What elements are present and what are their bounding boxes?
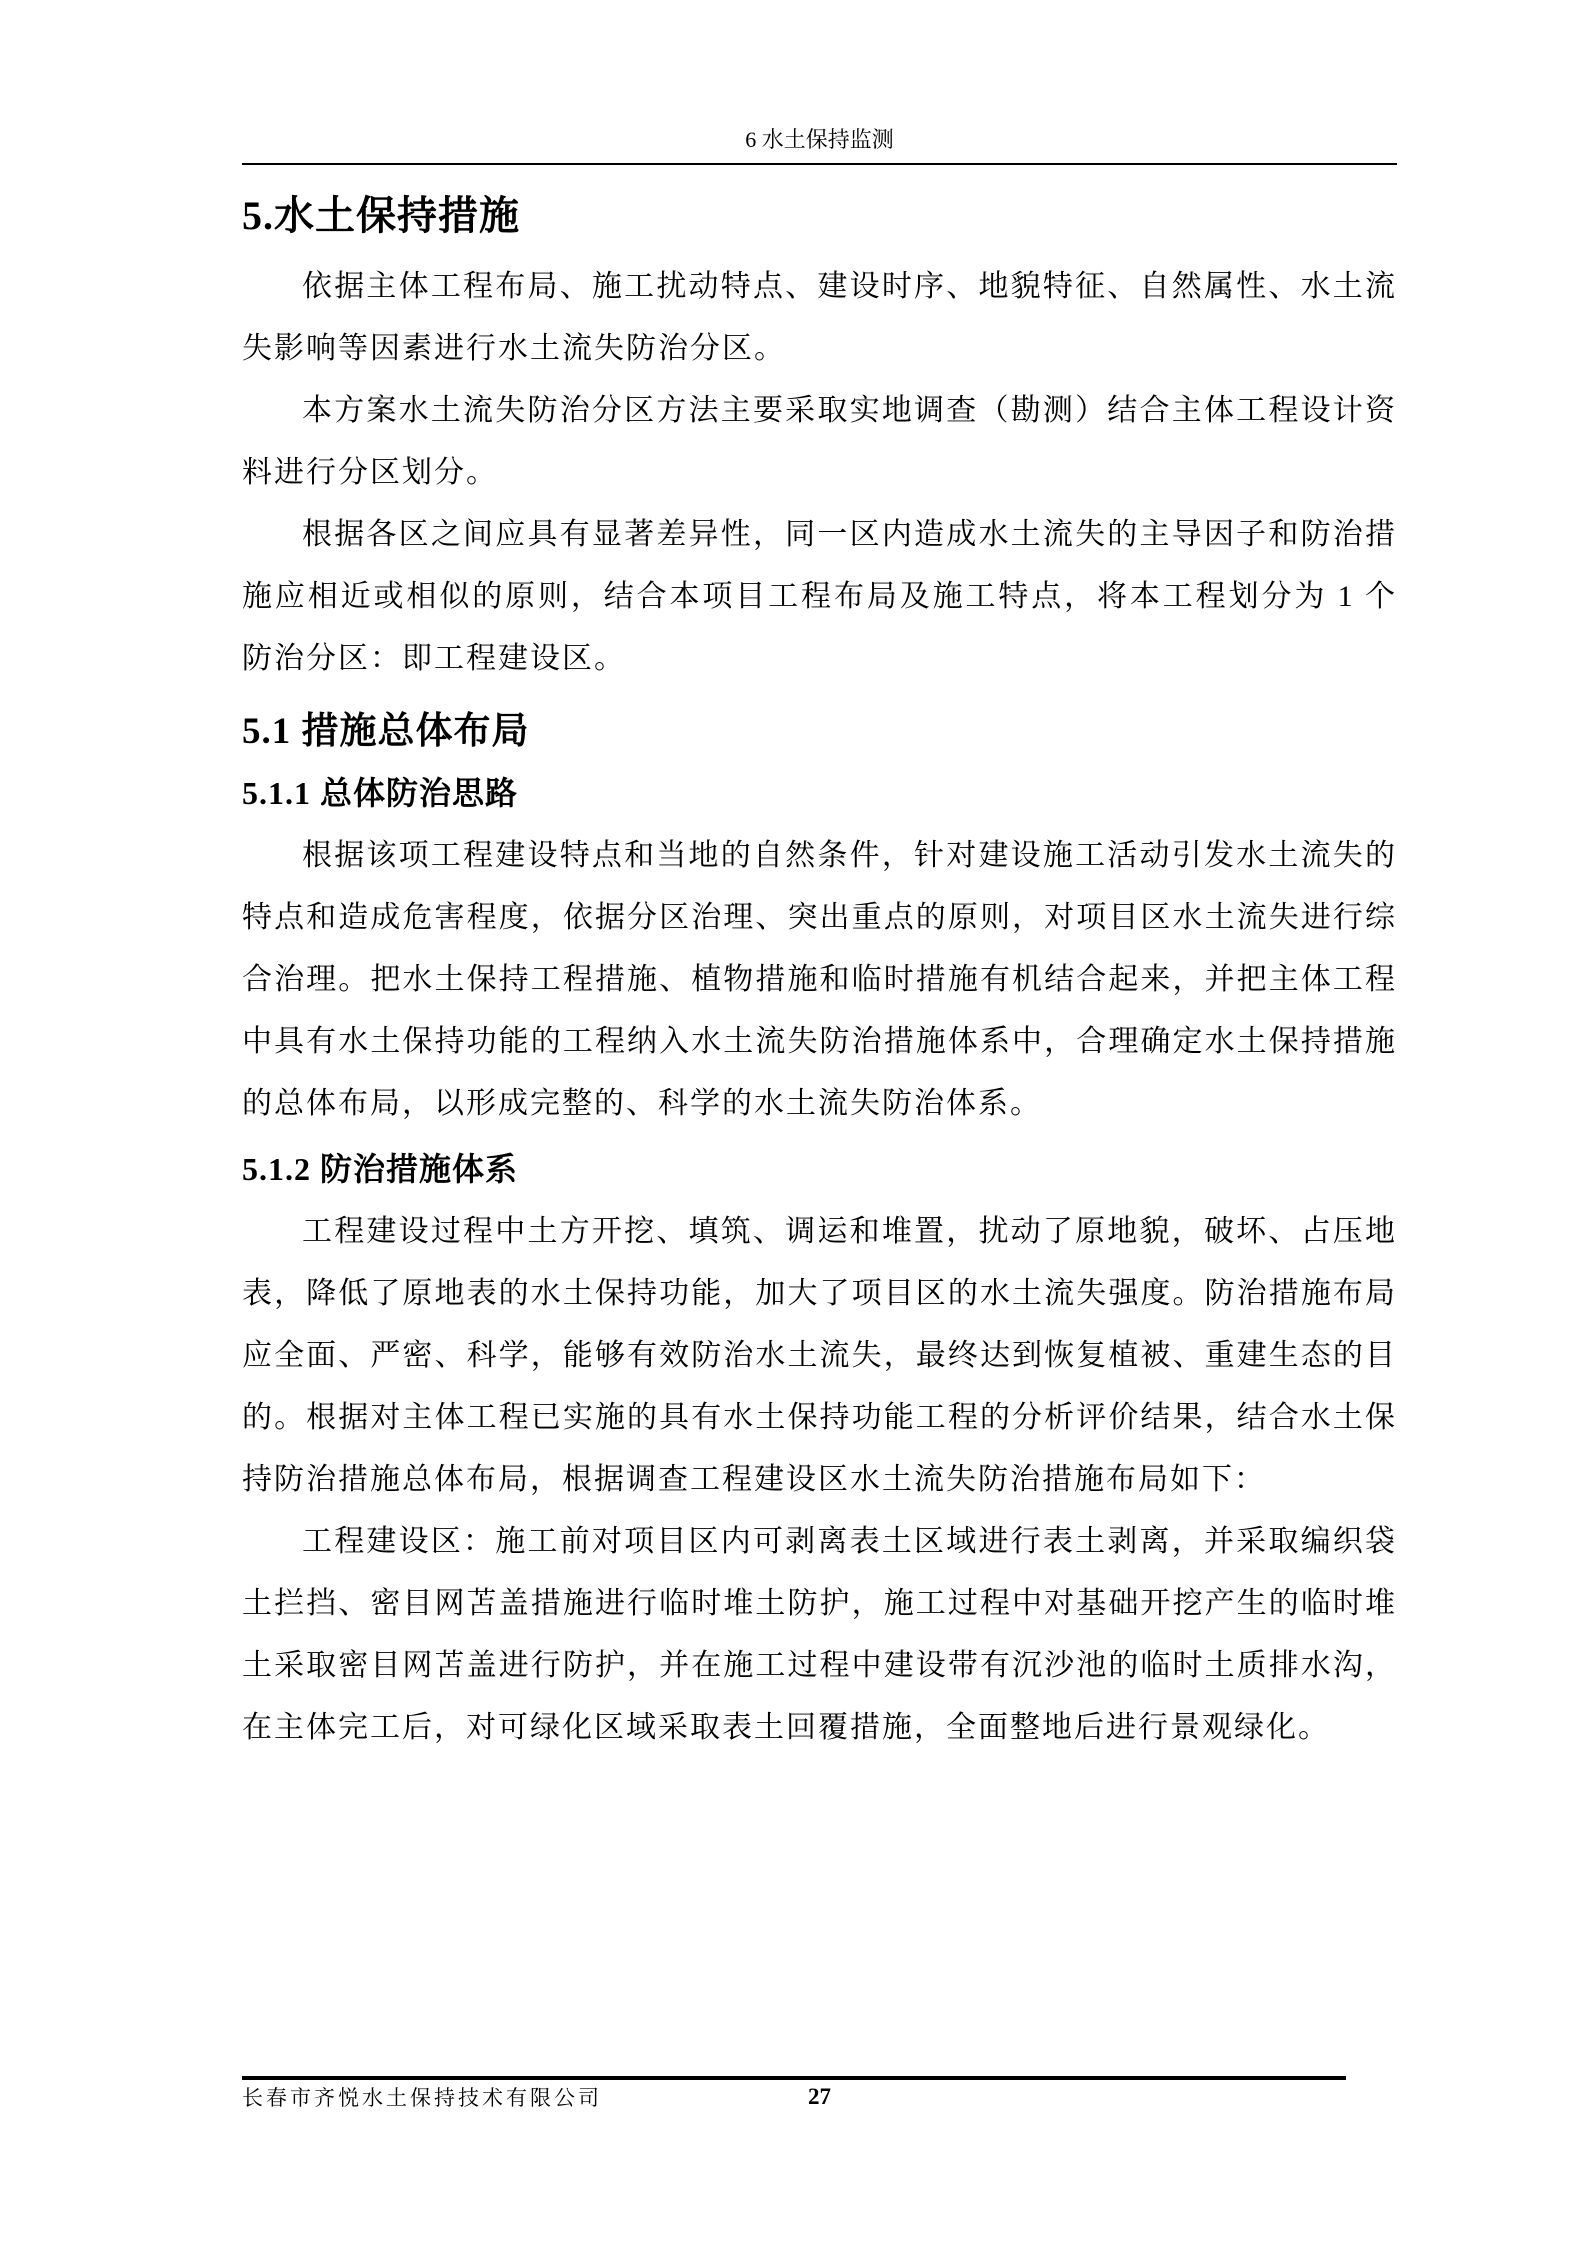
running-header: [242, 126, 1397, 154]
footer-company-name: 长春市齐悦水土保持技术有限公司: [242, 2086, 602, 2110]
header-rule: [242, 163, 1397, 165]
paragraph: 依据主体工程布局、施工扰动特点、建设时序、地貌特征、自然属性、水土流失影响等因素进行水土流失防治分区。: [242, 270, 1397, 365]
footer-rule: [242, 2076, 1346, 2080]
page-number: 27: [808, 2084, 831, 2109]
paragraph: 工程建设过程中土方开挖、填筑、调运和堆置，扰动了原地貌，破坏、占压地表，降低了原地表的水土保持功能，加大了项目区的水土流失强度。防治措施布局应全面、严密、科学，能够有效防治水土流失，最终达到恢复植被、重建生态的目的。根据对主体工程已实施的具有水土保持功能工程的分析评价结果，结合水土保持防治措施总体布局，根据调查工程建设区水土流失防治措施布局如下：: [242, 1215, 1397, 1496]
section-heading: 5.1 措施总体布局: [242, 711, 530, 752]
paragraph: 根据该项工程建设特点和当地的自然条件，针对建设施工活动引发水土流失的特点和造成危害程度，依据分区治理、突出重点的原则，对项目区水土流失进行综合治理。把水土保持工程措施、植物措施和临时措施有机结合起来，并把主体工程中具有水土保持功能的工程纳入水土流失防治措施体系中，合理确定水土保持措施的总体布局，以形成完整的、科学的水土流失防治体系。: [242, 839, 1397, 1120]
chapter-heading: 5.水土保持措施: [242, 193, 520, 238]
paragraph: 根据各区之间应具有显著差异性，同一区内造成水土流失的主导因子和防治措施应相近或相似的原则，结合本项目工程布局及施工特点，将本工程划分为 1 个防治分区：即工程建设区。: [242, 518, 1397, 675]
paragraph: 本方案水土流失防治分区方法主要采取实地调查（勘测）结合主体工程设计资料进行分区划分。: [242, 394, 1397, 489]
subsection-heading: 5.1.1 总体防治思路: [242, 775, 519, 811]
paragraph: 工程建设区：施工前对项目区内可剥离表土区域进行表土剥离，并采取编织袋土拦挡、密目网苫盖措施进行临时堆土防护，施工过程中对基础开挖产生的临时堆土采取密目网苫盖进行防护，并在施工过程中建设带有沉沙池的临时土质排水沟，在主体完工后，对可绿化区域采取表土回覆措施，全面整地后进行景观绿化。: [242, 1525, 1397, 1744]
running-header-text: 6 水土保持监测: [745, 127, 894, 152]
document-body: [242, 190, 1397, 1759]
subsection-heading: 5.1.2 防治措施体系: [242, 1151, 519, 1187]
